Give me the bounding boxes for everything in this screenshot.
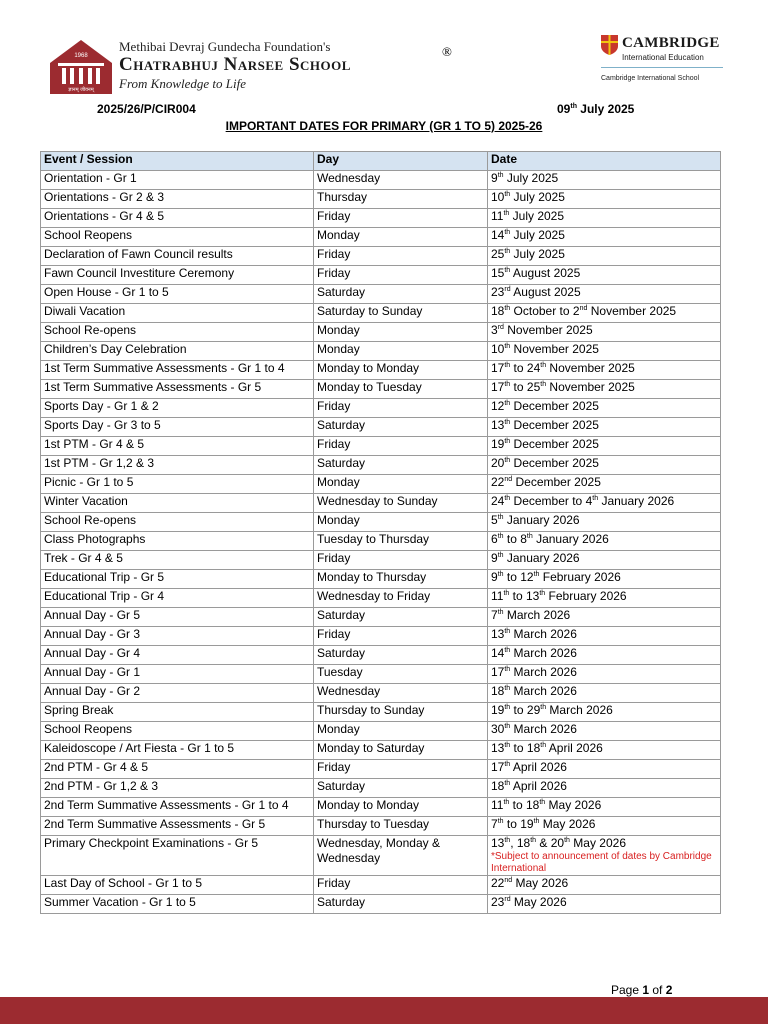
circular-reference: 2025/26/P/CIR004 — [97, 102, 196, 116]
day-cell: Wednesday to Friday — [314, 589, 488, 608]
event-cell: Annual Day - Gr 1 — [41, 665, 314, 684]
date-cell: 18th October to 2nd November 2025 — [488, 304, 721, 323]
column-header-date: Date — [488, 152, 721, 171]
event-cell: Educational Trip - Gr 5 — [41, 570, 314, 589]
table-row — [41, 551, 721, 570]
cambridge-divider — [601, 67, 723, 68]
day-cell: Thursday to Tuesday — [314, 817, 488, 836]
cambridge-school-label: Cambridge International School — [601, 75, 700, 82]
event-cell: 2nd Term Summative Assessments - Gr 5 — [41, 817, 314, 836]
table-row — [41, 190, 721, 209]
table-header-row — [41, 152, 721, 171]
date-cell: 11th to 18th May 2026 — [488, 798, 721, 817]
table-row — [41, 209, 721, 228]
event-cell: Sports Day - Gr 3 to 5 — [41, 418, 314, 437]
table-row — [41, 876, 721, 895]
date-cell: 17th March 2026 — [488, 665, 721, 684]
date-cell: 15th August 2025 — [488, 266, 721, 285]
important-dates-table — [40, 151, 721, 914]
date-cell: 12th December 2025 — [488, 399, 721, 418]
day-cell: Monday — [314, 722, 488, 741]
table-row — [41, 895, 721, 914]
day-cell: Monday — [314, 342, 488, 361]
day-cell: Saturday — [314, 418, 488, 437]
table-row — [41, 741, 721, 760]
date-cell: 10th November 2025 — [488, 342, 721, 361]
table-row — [41, 798, 721, 817]
day-cell: Saturday — [314, 646, 488, 665]
table-row — [41, 760, 721, 779]
day-cell: Thursday — [314, 190, 488, 209]
event-cell: Annual Day - Gr 4 — [41, 646, 314, 665]
event-cell: School Re-opens — [41, 323, 314, 342]
date-cell: 25th July 2025 — [488, 247, 721, 266]
day-cell: Wednesday to Sunday — [314, 494, 488, 513]
date-cell: 19th December 2025 — [488, 437, 721, 456]
table-row — [41, 361, 721, 380]
table-row — [41, 836, 721, 876]
event-cell: School Re-opens — [41, 513, 314, 532]
day-cell: Friday — [314, 209, 488, 228]
day-cell: Tuesday — [314, 665, 488, 684]
cambridge-wordmark: CAMBRIDGE — [622, 35, 720, 51]
date-cell: 17th to 25th November 2025 — [488, 380, 721, 399]
event-cell: 1st PTM - Gr 1,2 & 3 — [41, 456, 314, 475]
table-row — [41, 266, 721, 285]
event-cell: Orientation - Gr 1 — [41, 171, 314, 190]
date-cell: 22nd May 2026 — [488, 876, 721, 895]
table-row — [41, 399, 721, 418]
event-cell: Orientations - Gr 2 & 3 — [41, 190, 314, 209]
date-cell: 24th December to 4th January 2026 — [488, 494, 721, 513]
day-cell: Monday to Tuesday — [314, 380, 488, 399]
date-cell: 14th July 2025 — [488, 228, 721, 247]
day-cell: Thursday to Sunday — [314, 703, 488, 722]
day-cell: Tuesday to Thursday — [314, 532, 488, 551]
school-tagline: From Knowledge to Life — [119, 76, 246, 91]
date-cell: 18th April 2026 — [488, 779, 721, 798]
date-cell: 13th, 18th & 20th May 2026 *Subject to announcement of dates by Cambridge International — [488, 836, 721, 876]
date-cell: 14th March 2026 — [488, 646, 721, 665]
foundation-name: Methibai Devraj Gundecha Foundation's — [119, 39, 331, 54]
date-cell: 18th March 2026 — [488, 684, 721, 703]
table-row — [41, 817, 721, 836]
day-cell: Friday — [314, 760, 488, 779]
date-cell: 10th July 2025 — [488, 190, 721, 209]
day-cell: Wednesday — [314, 684, 488, 703]
event-cell: Summer Vacation - Gr 1 to 5 — [41, 895, 314, 914]
day-cell: Monday — [314, 228, 488, 247]
crest-est-text: 1968 — [74, 53, 88, 59]
page-number: Page 1 of 2 — [611, 983, 673, 997]
event-cell: 1st PTM - Gr 4 & 5 — [41, 437, 314, 456]
date-cell: 13th March 2026 — [488, 627, 721, 646]
event-cell: Primary Checkpoint Examinations - Gr 5 — [41, 836, 314, 876]
day-cell: Saturday — [314, 608, 488, 627]
event-cell: Annual Day - Gr 5 — [41, 608, 314, 627]
event-cell: 2nd Term Summative Assessments - Gr 1 to 4 — [41, 798, 314, 817]
event-cell: Annual Day - Gr 3 — [41, 627, 314, 646]
table-row — [41, 570, 721, 589]
event-cell: Orientations - Gr 4 & 5 — [41, 209, 314, 228]
table-row — [41, 304, 721, 323]
table-row — [41, 665, 721, 684]
event-cell: 1st Term Summative Assessments - Gr 5 — [41, 380, 314, 399]
table-row — [41, 418, 721, 437]
date-cell: 23rd August 2025 — [488, 285, 721, 304]
date-cell: 13th December 2025 — [488, 418, 721, 437]
date-cell: 7th March 2026 — [488, 608, 721, 627]
day-cell: Friday — [314, 551, 488, 570]
cambridge-shield-icon — [601, 35, 618, 55]
date-cell: 30th March 2026 — [488, 722, 721, 741]
event-cell: Kaleidoscope / Art Fiesta - Gr 1 to 5 — [41, 741, 314, 760]
day-cell: Saturday to Sunday — [314, 304, 488, 323]
table-row — [41, 342, 721, 361]
table-row — [41, 627, 721, 646]
date-cell: 6th to 8th January 2026 — [488, 532, 721, 551]
column-header-day: Day — [314, 152, 488, 171]
table-row — [41, 532, 721, 551]
day-cell: Saturday — [314, 895, 488, 914]
table-row — [41, 247, 721, 266]
table-row — [41, 684, 721, 703]
event-cell: Children’s Day Celebration — [41, 342, 314, 361]
column-header-event: Event / Session — [41, 152, 314, 171]
day-cell: Friday — [314, 876, 488, 895]
crest-motto-text: ज्ञानम् जीवनम् — [68, 87, 94, 93]
table-row — [41, 513, 721, 532]
day-cell: Monday — [314, 323, 488, 342]
table-row — [41, 779, 721, 798]
date-cell: 11th to 13th February 2026 — [488, 589, 721, 608]
day-cell: Monday to Monday — [314, 361, 488, 380]
event-cell: 1st Term Summative Assessments - Gr 1 to 4 — [41, 361, 314, 380]
day-cell: Wednesday, Monday & Wednesday — [314, 836, 488, 876]
event-cell: Annual Day - Gr 2 — [41, 684, 314, 703]
table-row — [41, 722, 721, 741]
event-cell: Picnic - Gr 1 to 5 — [41, 475, 314, 494]
event-cell: Winter Vacation — [41, 494, 314, 513]
day-cell: Friday — [314, 399, 488, 418]
school-name: Chatrabhuj Narsee School — [119, 54, 351, 75]
day-cell: Saturday — [314, 285, 488, 304]
table-row — [41, 475, 721, 494]
event-cell: Spring Break — [41, 703, 314, 722]
day-cell: Friday — [314, 266, 488, 285]
cambridge-subtitle: International Education — [622, 53, 704, 62]
date-cell: 9th to 12th February 2026 — [488, 570, 721, 589]
event-cell: Trek - Gr 4 & 5 — [41, 551, 314, 570]
table-row — [41, 380, 721, 399]
date-cell: 3rd November 2025 — [488, 323, 721, 342]
day-cell: Friday — [314, 437, 488, 456]
event-cell: Sports Day - Gr 1 & 2 — [41, 399, 314, 418]
day-cell: Friday — [314, 247, 488, 266]
event-cell: Last Day of School - Gr 1 to 5 — [41, 876, 314, 895]
table-row — [41, 646, 721, 665]
date-cell: 20th December 2025 — [488, 456, 721, 475]
event-cell: School Reopens — [41, 722, 314, 741]
date-cell: 7th to 19th May 2026 — [488, 817, 721, 836]
day-cell: Wednesday — [314, 171, 488, 190]
day-cell: Monday to Thursday — [314, 570, 488, 589]
date-cell: 13th to 18th April 2026 — [488, 741, 721, 760]
table-row — [41, 285, 721, 304]
date-cell: 9th January 2026 — [488, 551, 721, 570]
circular-date: 09th July 2025 — [557, 102, 635, 116]
date-cell: 19th to 29th March 2026 — [488, 703, 721, 722]
table-row — [41, 323, 721, 342]
event-cell: Educational Trip - Gr 4 — [41, 589, 314, 608]
event-cell: 2nd PTM - Gr 1,2 & 3 — [41, 779, 314, 798]
day-cell: Monday to Monday — [314, 798, 488, 817]
event-cell: School Reopens — [41, 228, 314, 247]
day-cell: Saturday — [314, 456, 488, 475]
date-cell: 5th January 2026 — [488, 513, 721, 532]
table-row — [41, 456, 721, 475]
day-cell: Friday — [314, 627, 488, 646]
day-cell: Monday — [314, 513, 488, 532]
document-title: IMPORTANT DATES FOR PRIMARY (GR 1 TO 5) 2025-26 — [225, 119, 543, 133]
event-cell: Fawn Council Investiture Ceremony — [41, 266, 314, 285]
date-cell: 23rd May 2026 — [488, 895, 721, 914]
footer-bar — [0, 997, 768, 1024]
event-cell: Open House - Gr 1 to 5 — [41, 285, 314, 304]
date-cell: 17th April 2026 — [488, 760, 721, 779]
date-cell: 22nd December 2025 — [488, 475, 721, 494]
table-row — [41, 589, 721, 608]
table-row — [41, 494, 721, 513]
table-row — [41, 437, 721, 456]
event-cell: Declaration of Fawn Council results — [41, 247, 314, 266]
event-cell: Diwali Vacation — [41, 304, 314, 323]
day-cell: Monday — [314, 475, 488, 494]
date-cell: 17th to 24th November 2025 — [488, 361, 721, 380]
date-cell: 11th July 2025 — [488, 209, 721, 228]
event-cell: 2nd PTM - Gr 4 & 5 — [41, 760, 314, 779]
event-cell: Class Photographs — [41, 532, 314, 551]
table-row — [41, 228, 721, 247]
school-header — [119, 40, 351, 91]
day-cell: Monday to Saturday — [314, 741, 488, 760]
table-row — [41, 171, 721, 190]
table-row — [41, 703, 721, 722]
school-crest-logo — [49, 39, 113, 95]
date-note: *Subject to announcement of dates by Cambridge International — [491, 851, 712, 874]
registered-mark: ® — [442, 44, 452, 59]
date-cell: 9th July 2025 — [488, 171, 721, 190]
day-cell: Saturday — [314, 779, 488, 798]
table-row — [41, 608, 721, 627]
